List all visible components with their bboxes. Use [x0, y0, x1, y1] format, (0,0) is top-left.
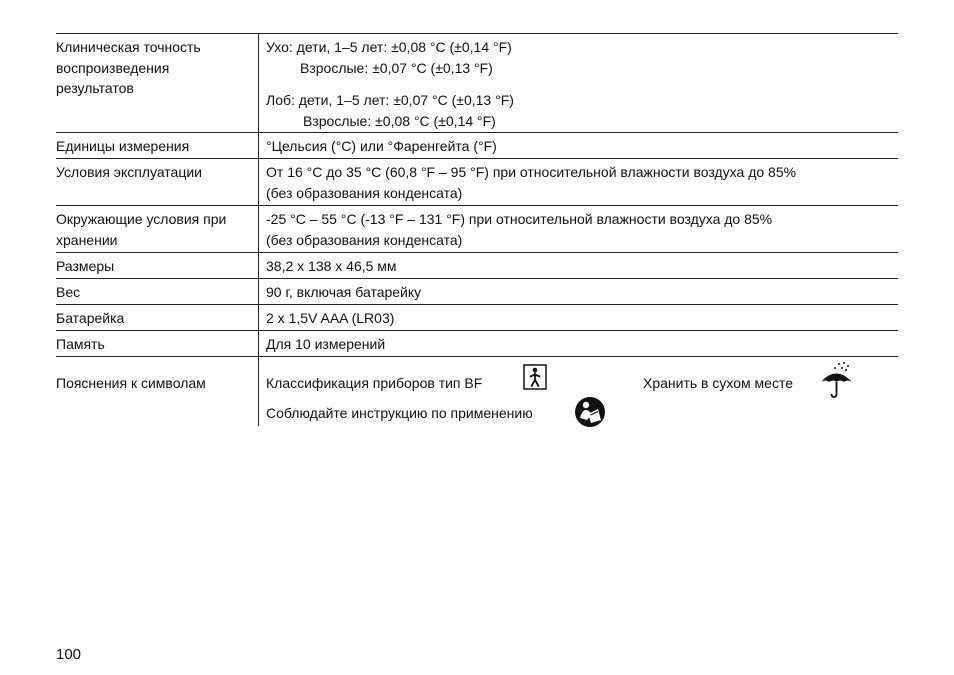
label-line: Окружающие условия при — [56, 211, 227, 227]
row-value: 2 x 1,5V AAA (LR03) — [258, 305, 898, 330]
label-line: хранении — [56, 231, 118, 248]
row-label: Память — [56, 336, 105, 352]
label-text: Пояснения к символам — [56, 375, 206, 391]
ear-adults-accuracy: Взрослые: ±0,07 °C (±0,13 °F) — [300, 59, 493, 76]
row-label: Размеры — [56, 258, 115, 274]
read-manual-icon — [574, 396, 606, 434]
row-label — [56, 357, 258, 426]
row-label: Единицы измерения — [56, 138, 190, 154]
row-units — [56, 132, 898, 158]
row-memory — [56, 330, 898, 356]
value-line: От 16 °C до 35 °C (60,8 °F – 95 °F) при относительной влажности воздуха до 85% — [266, 164, 797, 180]
row-storage-conditions — [56, 205, 898, 252]
row-label: Батарейка — [56, 310, 125, 326]
row-value — [258, 159, 898, 205]
row-value — [258, 34, 898, 132]
row-battery — [56, 304, 898, 330]
row-value: Для 10 измерений — [258, 331, 898, 356]
value-line: (без образования конденсата) — [266, 231, 463, 248]
row-weight — [56, 278, 898, 304]
label-line: воспроизведения — [56, 59, 170, 76]
page-number: 100 — [56, 646, 82, 663]
row-label: Условия эксплуатации — [56, 164, 202, 180]
row-label — [56, 34, 258, 132]
row-operating-conditions — [56, 158, 898, 205]
forehead-adults-accuracy: Взрослые: ±0,08 °C (±0,14 °F) — [303, 112, 496, 129]
ear-children-accuracy: Ухо: дети, 1–5 лет: ±0,08 °C (±0,14 °F) — [266, 39, 512, 55]
row-symbols — [56, 356, 898, 426]
row-label — [56, 206, 258, 252]
value-line: (без образования конденсата) — [266, 184, 463, 201]
row-value: °Цельсия (°C) или °Фаренгейта (°F) — [258, 133, 898, 158]
label-line: результатов — [56, 80, 134, 96]
label-line: Клиническая точность — [56, 39, 201, 55]
forehead-children-accuracy: Лоб: дети, 1–5 лет: ±0,07 °C (±0,13 °F) — [266, 92, 514, 108]
row-dimensions — [56, 252, 898, 278]
row-label: Вес — [56, 284, 81, 300]
specification-table — [56, 33, 898, 426]
row-value — [258, 357, 898, 426]
value-line: -25 °C – 55 °C (-13 °F – 131 °F) при относительной влажности воздуха до 85% — [266, 211, 773, 227]
row-value — [258, 206, 898, 252]
type-bf-applied-part-icon — [523, 364, 547, 396]
row-clinical-accuracy — [56, 33, 898, 132]
symbol-manual-text: Соблюдайте инструкцию по применению — [266, 405, 533, 421]
symbol-bf-text: Классификация приборов тип BF — [266, 375, 483, 391]
row-value: 90 г, включая батарейку — [258, 279, 898, 304]
row-value: 38,2 x 138 x 46,5 мм — [258, 253, 898, 278]
symbol-dry-text: Хранить в сухом месте — [643, 375, 793, 391]
keep-dry-umbrella-icon — [819, 361, 855, 405]
